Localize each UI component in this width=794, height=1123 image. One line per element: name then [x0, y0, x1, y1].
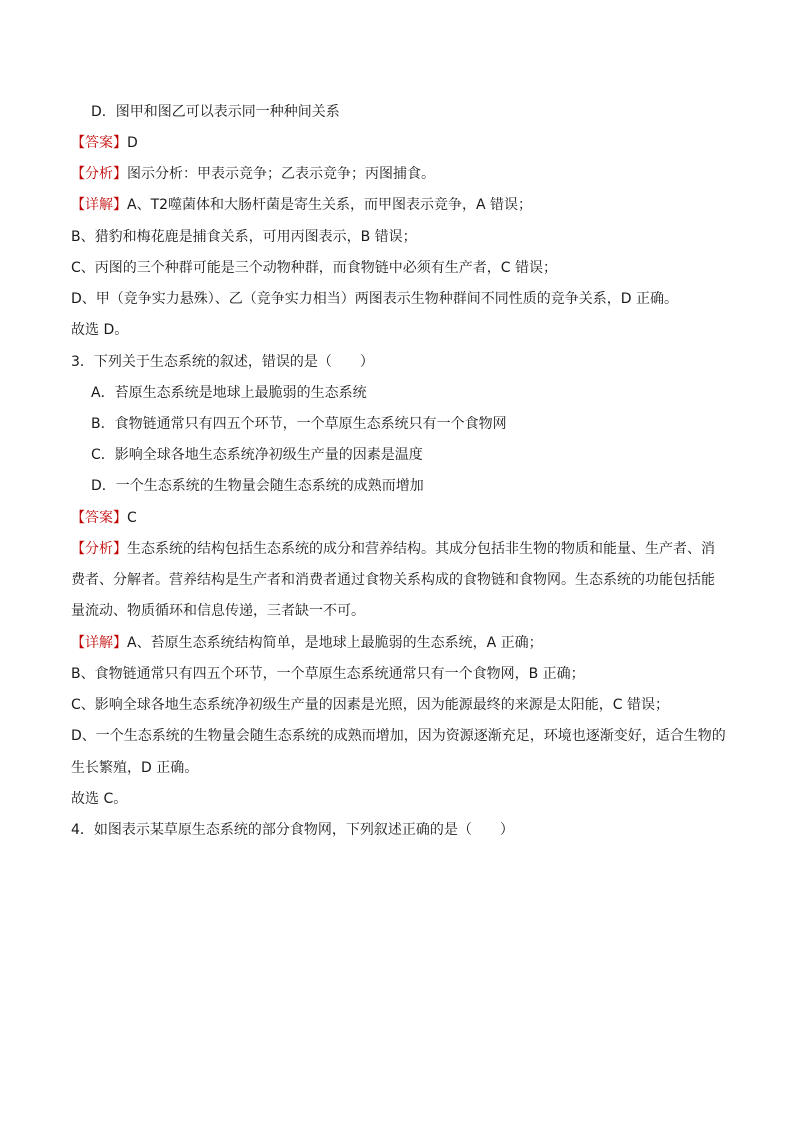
q2-option-d: D．图甲和图乙可以表示同一种种间关系 — [91, 104, 340, 120]
q3-detail-b: B、食物链通常只有四五个环节，一个草原生态系统通常只有一个食物网，B 正确； — [71, 666, 585, 682]
q3-conclusion: 故选 C。 — [71, 791, 128, 807]
detail-tag: 【详解】 — [71, 635, 127, 651]
q4-stem: 4．如图表示某草原生态系统的部分食物网，下列叙述正确的是（ ） — [71, 822, 514, 838]
q3-detail-c: C、影响全球各地生态系统净初级生产量的因素是光照，因为能源最终的来源是太阳能，C 错误； — [71, 697, 669, 713]
q3-option-c: C．影响全球各地生态系统净初级生产量的因素是温度 — [91, 447, 423, 463]
answer-value: C — [127, 510, 137, 526]
q2-analysis — [71, 164, 731, 184]
analysis-tag: 【分析】 — [71, 166, 127, 182]
q2-detail-c: C、丙图的三个种群可能是三个动物种群，而食物链中必须有生产者，C 错误； — [71, 260, 557, 276]
answer-tag: 【答案】 — [71, 135, 127, 151]
q3-detail-a — [71, 633, 731, 653]
q3-analysis-line-1 — [71, 539, 731, 559]
analysis-text: 图示分析：甲表示竞争；乙表示竞争；丙图捕食。 — [127, 166, 435, 182]
analysis-text: 生态系统的结构包括生态系统的成分和营养结构。其成分包括非生物的物质和能量、生产者、消 — [127, 541, 715, 557]
detail-text: A、T2噬菌体和大肠杆菌是寄生关系，而甲图表示竞争，A 错误； — [127, 197, 533, 213]
q3-detail-d-line-2: 生长繁殖，D 正确。 — [71, 760, 199, 776]
q3-option-a: A．苔原生态系统是地球上最脆弱的生态系统 — [91, 385, 367, 401]
detail-tag: 【详解】 — [71, 197, 127, 213]
q3-option-d: D．一个生态系统的生物量会随生态系统的成熟而增加 — [91, 478, 424, 494]
q2-detail-b: B、猎豹和梅花鹿是捕食关系，可用丙图表示，B 错误； — [71, 229, 417, 245]
analysis-tag: 【分析】 — [71, 541, 127, 557]
detail-text: A、苔原生态系统结构简单，是地球上最脆弱的生态系统，A 正确； — [127, 635, 543, 651]
q3-option-b: B．食物链通常只有四五个环节，一个草原生态系统只有一个食物网 — [91, 416, 507, 432]
q3-answer — [71, 508, 731, 528]
q3-analysis-line-3: 量流动、物质循环和信息传递，三者缺一不可。 — [71, 603, 365, 619]
q2-detail-d: D、甲（竞争实力悬殊）、乙（竞争实力相当）两图表示生物种群间不同性质的竞争关系，D 正确。 — [71, 291, 679, 307]
q2-answer — [71, 133, 731, 153]
q3-stem: 3．下列关于生态系统的叙述，错误的是（ ） — [71, 354, 374, 370]
q3-detail-d-line-1: D、一个生态系统的生物量会随生态系统的成熟而增加，因为资源逐渐充足，环境也逐渐变好，适合生物的 — [71, 728, 726, 744]
q2-conclusion: 故选 D。 — [71, 322, 129, 338]
q2-detail-a — [71, 195, 731, 215]
answer-tag: 【答案】 — [71, 510, 127, 526]
answer-value: D — [127, 135, 138, 151]
q3-analysis-line-2: 费者、分解者。营养结构是生产者和消费者通过食物关系构成的食物链和食物网。生态系统的功能包括能 — [71, 572, 715, 588]
